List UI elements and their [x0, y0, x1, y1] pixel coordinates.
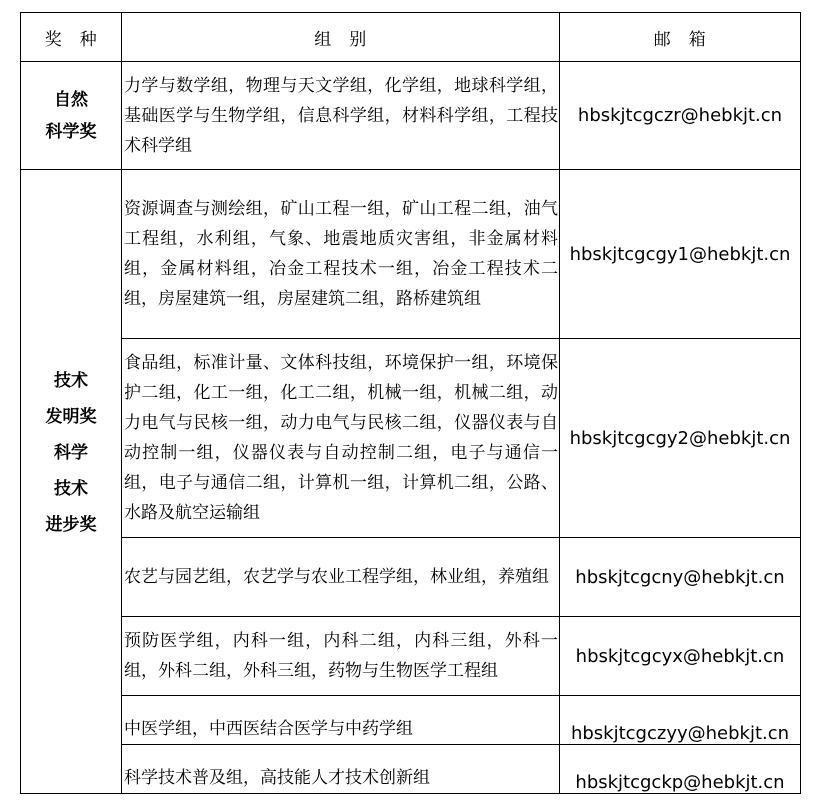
award-tech-invention-progress	[21, 170, 122, 794]
group-cell: 中医学组，中西医结合医学与中药学组	[122, 696, 560, 745]
award-label-line: 科学奖	[45, 121, 97, 142]
table-row	[21, 696, 801, 745]
award-label-line: 技术	[54, 370, 88, 391]
award-label-line: 自然	[54, 89, 88, 110]
table-row	[21, 339, 801, 538]
award-label-line: 进步奖	[45, 514, 97, 535]
email-cell: hbskjtcgckp@hebkjt.cn	[560, 745, 801, 794]
header-group: 组 别	[122, 13, 560, 62]
group-cell: 力学与数学组，物理与天文学组，化学组，地球科学组，基础医学与生物学组，信息科学组，材料科学组，工程技术科学组	[122, 62, 560, 170]
group-cell: 资源调查与测绘组，矿山工程一组，矿山工程二组，油气工程组，水利组，气象、地震地质灾害组，非金属材料组，金属材料组，冶金工程技术一组，冶金工程技术二组，房屋建筑一组，房屋建筑二组，路桥建筑组	[122, 170, 560, 339]
group-cell: 预防医学组，内科一组，内科二组，内科三组，外科一组，外科二组，外科三组，药物与生物医学工程组	[122, 617, 560, 696]
table-row	[21, 617, 801, 696]
award-label-line: 科学	[54, 442, 88, 463]
email-cell: hbskjtcgczr@hebkjt.cn	[560, 62, 801, 170]
email-cell: hbskjtcgcny@hebkjt.cn	[560, 538, 801, 617]
table-row	[21, 745, 801, 794]
table-row	[21, 538, 801, 617]
group-cell: 农艺与园艺组，农艺学与农业工程学组，林业组，养殖组	[122, 538, 560, 617]
email-cell: hbskjtcgczyy@hebkjt.cn	[560, 696, 801, 745]
header-row	[21, 13, 801, 62]
table-row-natural	[21, 62, 801, 170]
email-cell: hbskjtcgcyx@hebkjt.cn	[560, 617, 801, 696]
award-natural-science	[21, 62, 122, 170]
group-cell: 食品组，标准计量、文体科技组，环境保护一组，环境保护二组，化工一组，化工二组，机械一组，机械二组，动力电气与民核一组，动力电气与民核二组，仪器仪表与自动控制一组，仪器仪表与自动控制二组，电子与通信一组，电子与通信二组，计算机一组，计算机二组，公路、水路及航空运输组	[122, 339, 560, 538]
header-email: 邮 箱	[560, 13, 801, 62]
award-email-table	[20, 12, 801, 794]
email-cell: hbskjtcgcgy1@hebkjt.cn	[560, 170, 801, 339]
award-label-line: 技术	[54, 478, 88, 499]
header-award: 奖 种	[21, 13, 122, 62]
award-label-line: 发明奖	[45, 406, 97, 427]
group-cell: 科学技术普及组，高技能人才技术创新组	[122, 745, 560, 794]
table-row	[21, 170, 801, 339]
email-cell: hbskjtcgcgy2@hebkjt.cn	[560, 339, 801, 538]
